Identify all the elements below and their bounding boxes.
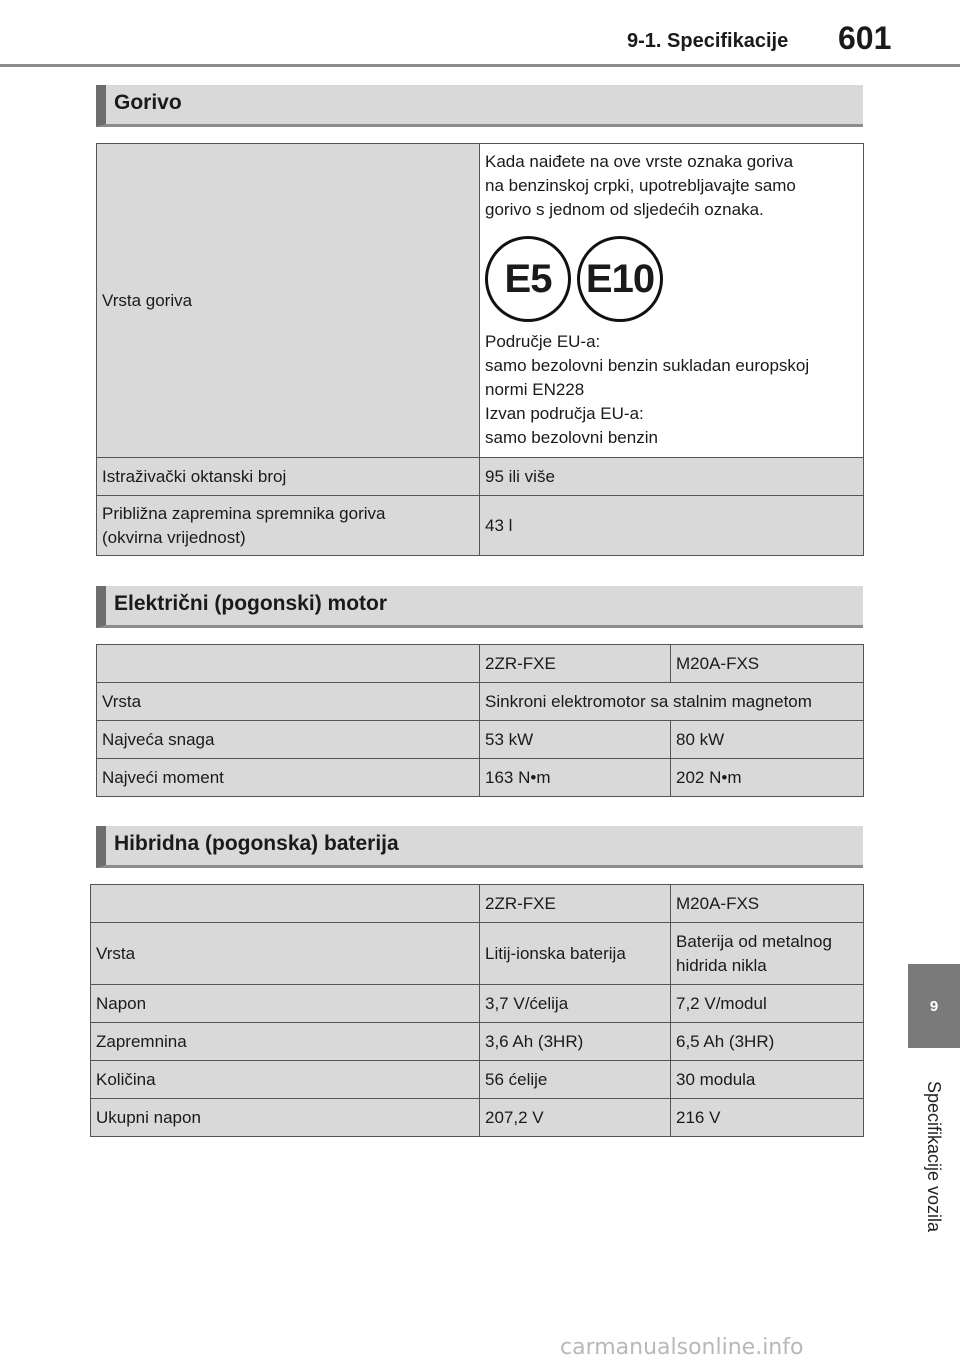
page-number: 601 xyxy=(838,20,892,56)
cell-value: 7,2 V/modul xyxy=(671,985,864,1023)
tank-capacity-value: 43 l xyxy=(480,496,864,556)
running-header: 9-1. Specifikacije xyxy=(627,30,789,52)
cell-value xyxy=(671,923,864,985)
tank-capacity-label-line: Približna zapremina spremnika goriva xyxy=(102,503,386,523)
cell-value-line: hidrida nikla xyxy=(676,955,767,975)
cell-value: Litij-ionska baterija xyxy=(480,923,671,985)
cell-value: 6,5 Ah (3HR) xyxy=(671,1023,864,1061)
cell-value: 53 kW xyxy=(480,721,671,759)
cell-value: 56 ćelije xyxy=(480,1061,671,1099)
motor-type-value: Sinkroni elektromotor sa stalnim magnetom xyxy=(480,683,864,721)
header-rule xyxy=(0,64,960,67)
motor-table xyxy=(96,644,864,797)
fuel-table xyxy=(96,143,864,556)
cell-value: 30 modula xyxy=(671,1061,864,1099)
fuel-note-line: samo bezolovni benzin xyxy=(485,428,658,447)
battery-table xyxy=(90,884,864,1137)
table-row xyxy=(91,985,864,1023)
cell-value-line: Baterija od metalnog xyxy=(676,931,832,951)
e5-fuel-badge: E5 xyxy=(485,236,571,322)
fuel-intro-line: Kada naiđete na ove vrste oznaka goriva xyxy=(485,152,794,171)
row-label: Ukupni napon xyxy=(91,1099,480,1137)
fuel-note-line: normi EN228 xyxy=(485,380,585,399)
table-row xyxy=(91,923,864,985)
cell-value: 3,7 V/ćelija xyxy=(480,985,671,1023)
battery-section-title: Hibridna (pogonska) baterija xyxy=(96,826,863,868)
fuel-note-line: samo bezolovni benzin sukladan europskoj xyxy=(485,356,810,375)
table-row xyxy=(97,458,864,496)
cell-value: 80 kW xyxy=(671,721,864,759)
column-header: M20A-FXS xyxy=(671,645,864,683)
chapter-tab: 9 xyxy=(908,964,960,1048)
octane-value: 95 ili više xyxy=(480,458,864,496)
fuel-type-value xyxy=(480,144,864,458)
fuel-note-line: Područje EU-a: xyxy=(485,332,601,351)
column-header xyxy=(91,885,480,923)
octane-label: Istraživački oktanski broj xyxy=(97,458,480,496)
table-row xyxy=(97,144,864,458)
row-label: Količina xyxy=(91,1061,480,1099)
fuel-note-line: Izvan područja EU-a: xyxy=(485,404,644,423)
row-label: Najveća snaga xyxy=(97,721,480,759)
table-row xyxy=(91,1099,864,1137)
e10-fuel-badge: E10 xyxy=(577,236,663,322)
fuel-label-badges xyxy=(485,236,858,322)
fuel-type-label: Vrsta goriva xyxy=(97,144,480,458)
row-label: Vrsta xyxy=(91,923,480,985)
row-label: Napon xyxy=(91,985,480,1023)
row-label: Najveći moment xyxy=(97,759,480,797)
watermark: carmanualsonline.info xyxy=(560,1335,804,1360)
row-label: Vrsta xyxy=(97,683,480,721)
table-row xyxy=(91,1023,864,1061)
table-row xyxy=(97,759,864,797)
column-header xyxy=(97,645,480,683)
table-header-row xyxy=(91,885,864,923)
tank-capacity-label xyxy=(97,496,480,556)
chapter-label-text: Specifikacije vozila xyxy=(924,1080,945,1232)
table-header-row xyxy=(97,645,864,683)
fuel-section-title: Gorivo xyxy=(96,85,863,127)
column-header: 2ZR-FXE xyxy=(480,885,671,923)
cell-value: 202 N•m xyxy=(671,759,864,797)
table-row xyxy=(97,683,864,721)
cell-value: 3,6 Ah (3HR) xyxy=(480,1023,671,1061)
column-header: 2ZR-FXE xyxy=(480,645,671,683)
motor-section-title: Električni (pogonski) motor xyxy=(96,586,863,628)
tank-capacity-label-line: (okvirna vrijednost) xyxy=(102,527,246,547)
fuel-intro-line: gorivo s jednom od sljedećih oznaka. xyxy=(485,200,764,219)
cell-value: 163 N•m xyxy=(480,759,671,797)
chapter-label xyxy=(908,1056,960,1256)
fuel-intro-line: na benzinskoj crpki, upotrebljavajte samo xyxy=(485,176,796,195)
cell-value: 207,2 V xyxy=(480,1099,671,1137)
table-row xyxy=(91,1061,864,1099)
cell-value: 216 V xyxy=(671,1099,864,1137)
column-header: M20A-FXS xyxy=(671,885,864,923)
table-row xyxy=(97,721,864,759)
row-label: Zapremnina xyxy=(91,1023,480,1061)
table-row xyxy=(97,496,864,556)
